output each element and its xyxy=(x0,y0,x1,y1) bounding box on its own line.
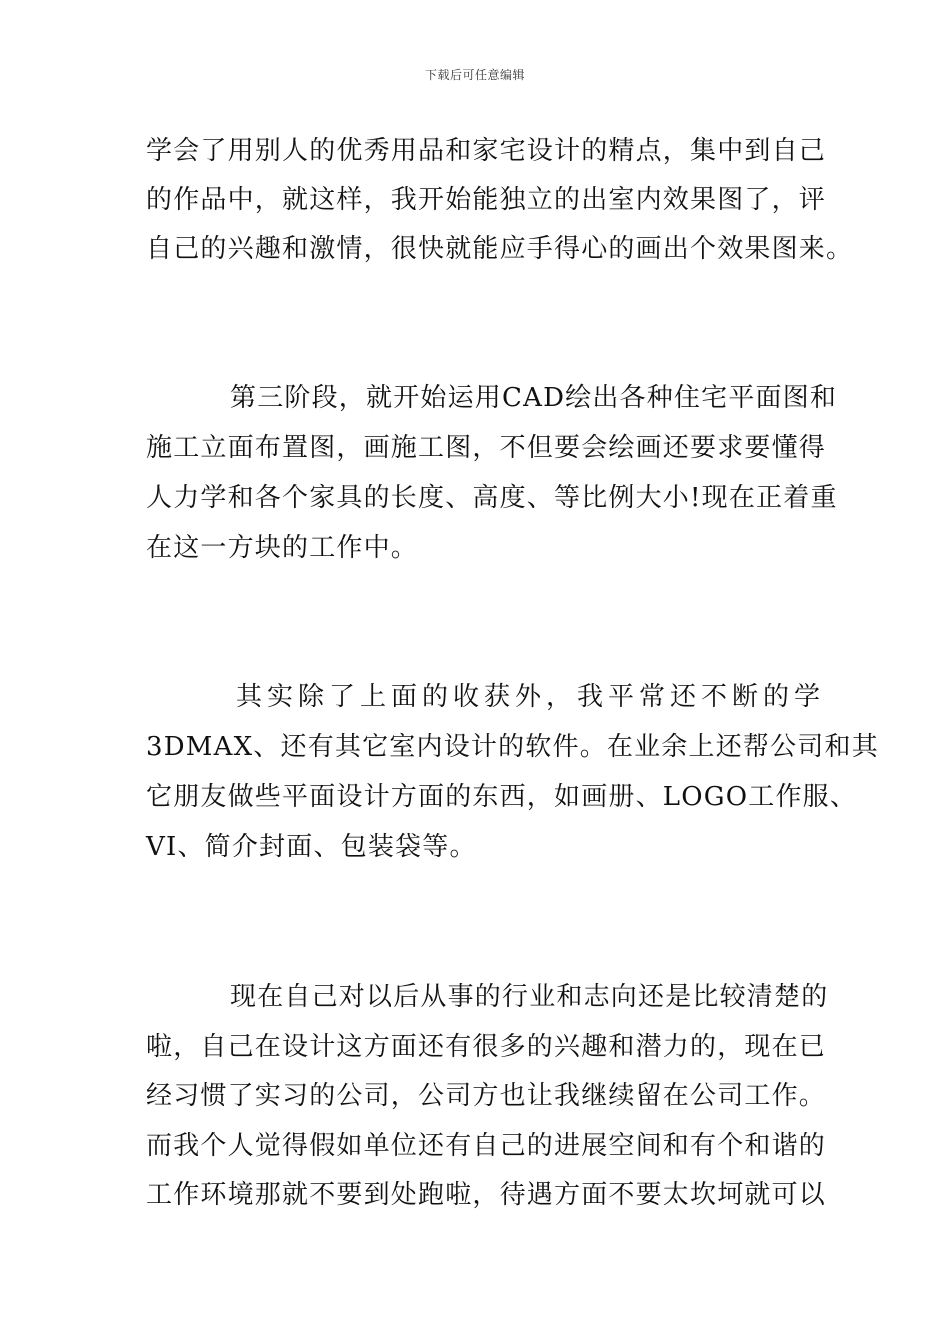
paragraph-3-line-3: 它朋友做些平面设计方面的东西，如画册、LOGO工作服、 xyxy=(146,782,858,812)
paragraph-1-line-2: 的作品中，就这样，我开始能独立的出室内效果图了，评 xyxy=(146,185,827,215)
paragraph-4-line-1: 现在自己对以后从事的行业和志向还是比较清楚的 xyxy=(230,982,829,1012)
paragraph-3-line-4: VI、简介封面、包装袋等。 xyxy=(146,832,477,862)
page-header: 下载后可任意编辑 xyxy=(424,68,525,82)
paragraph-1-line-1: 学会了用别人的优秀用品和家宅设计的精点，集中到自己 xyxy=(146,136,827,166)
paragraph-3-line-2: 3DMAX、还有其它室内设计的软件。在业余上还帮公司和其 xyxy=(146,732,879,762)
paragraph-4-line-2: 啦，自己在设计这方面还有很多的兴趣和潜力的，现在已 xyxy=(146,1032,827,1062)
paragraph-4-line-3: 经习惯了实习的公司，公司方也让我继续留在公司工作。 xyxy=(146,1081,827,1111)
paragraph-2-line-1: 第三阶段，就开始运用CAD绘出各种住宅平面图和 xyxy=(230,383,838,413)
paragraph-3-line-1: 其实除了上面的收获外，我平常还不断的学 xyxy=(236,682,826,712)
paragraph-4-line-4: 而我个人觉得假如单位还有自己的进展空间和有个和谐的 xyxy=(146,1131,827,1161)
paragraph-2-line-4: 在这一方块的工作中。 xyxy=(146,533,419,563)
paragraph-2-line-3: 人力学和各个家具的长度、高度、等比例大小!现在正着重 xyxy=(146,483,838,513)
paragraph-4-line-5: 工作环境那就不要到处跑啦，待遇方面不要太坎坷就可以 xyxy=(146,1180,827,1210)
paragraph-2-line-2: 施工立面布置图，画施工图，不但要会绘画还要求要懂得 xyxy=(146,433,827,463)
paragraph-1-line-3: 自己的兴趣和激情，很快就能应手得心的画出个效果图来。 xyxy=(146,234,854,264)
